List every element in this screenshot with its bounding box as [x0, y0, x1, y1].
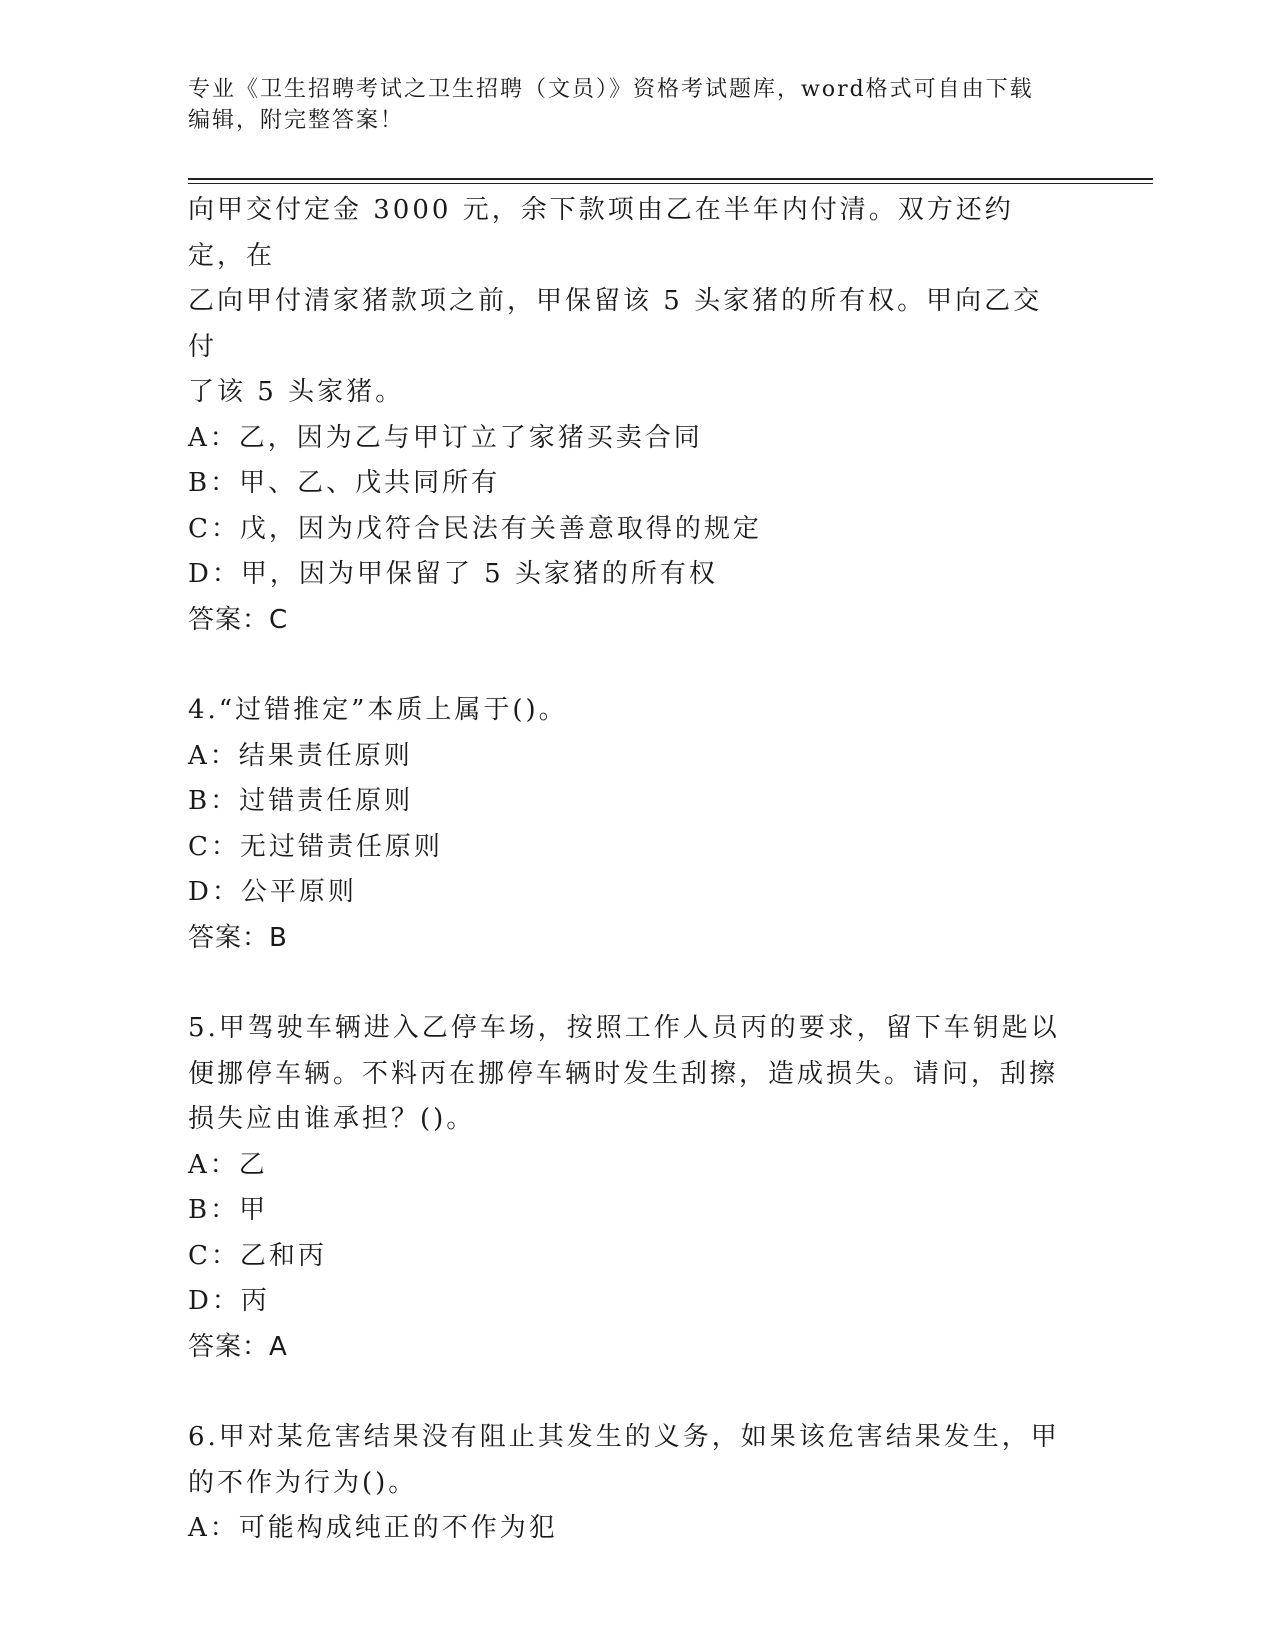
question-4-answer: 答案：B [188, 922, 288, 953]
question-5-stem-line-1: 5.甲驾驶车辆进入乙停车场，按照工作人员丙的要求，留下车钥匙以 [188, 1013, 1060, 1043]
question-5-option-d: D：丙 [188, 1286, 270, 1316]
spacer [188, 961, 1068, 1006]
question-6-option-a: A：可能构成纯正的不作为犯 [188, 1513, 558, 1543]
question-4-option-a: A：结果责任原则 [188, 740, 413, 771]
question-5-stem-line-3: 损失应由谁承担？()。 [188, 1104, 476, 1134]
question-5 [188, 1006, 1068, 1370]
question-4-option-b: B：过错责任原则 [188, 786, 414, 816]
header-line-2: 编辑，附完整答案！ [188, 108, 405, 133]
question-5-answer: 答案：A [188, 1331, 288, 1362]
question-4-stem-line-1: 4.“过错推定”本质上属于()。 [188, 695, 568, 725]
question-3-option-c: C：戊，因为戊符合民法有关善意取得的规定 [188, 513, 762, 544]
question-3-answer: 答案：C [188, 604, 289, 635]
header-divider-thin [188, 183, 1153, 184]
header-divider-thick [188, 178, 1153, 180]
spacer [188, 1370, 1068, 1415]
question-5-option-a: A：乙 [188, 1149, 268, 1180]
header-line-1: 专业《卫生招聘考试之卫生招聘（文员）》资格考试题库，word格式可自由下载 [188, 77, 1034, 102]
question-6 [188, 1415, 1068, 1552]
question-3-stem-line-3: 了该 5 头家猪。 [188, 377, 405, 407]
question-4 [188, 688, 1068, 961]
question-content [188, 188, 1068, 1552]
spacer [188, 643, 1068, 688]
question-3-option-b: B：甲、乙、戊共同所有 [188, 468, 501, 498]
question-4-option-c: C：无过错责任原则 [188, 831, 443, 862]
question-3 [188, 188, 1068, 643]
question-6-stem-line-2: 的不作为行为()。 [188, 1467, 418, 1498]
question-5-option-c: C：乙和丙 [188, 1240, 327, 1271]
question-3-stem-line-1: 向甲交付定金 3000 元，余下款项由乙在半年内付清。双方还约定，在 [188, 195, 1014, 271]
question-5-stem-line-2: 便挪停车辆。不料丙在挪停车辆时发生刮擦，造成损失。请问，刮擦 [188, 1058, 1059, 1089]
question-5-option-b: B：甲 [188, 1195, 269, 1225]
question-3-option-a: A：乙，因为乙与甲订立了家猪买卖合同 [188, 422, 703, 453]
question-6-stem-line-1: 6.甲对某危害结果没有阻止其发生的义务，如果该危害结果发生，甲 [188, 1422, 1060, 1452]
question-3-stem-line-2: 乙向甲付清家猪款项之前，甲保留该 5 头家猪的所有权。甲向乙交付 [188, 286, 1043, 362]
document-header [188, 74, 1088, 136]
question-4-option-d: D：公平原则 [188, 877, 357, 907]
question-3-option-d: D：甲，因为甲保留了 5 头家猪的所有权 [188, 559, 718, 589]
